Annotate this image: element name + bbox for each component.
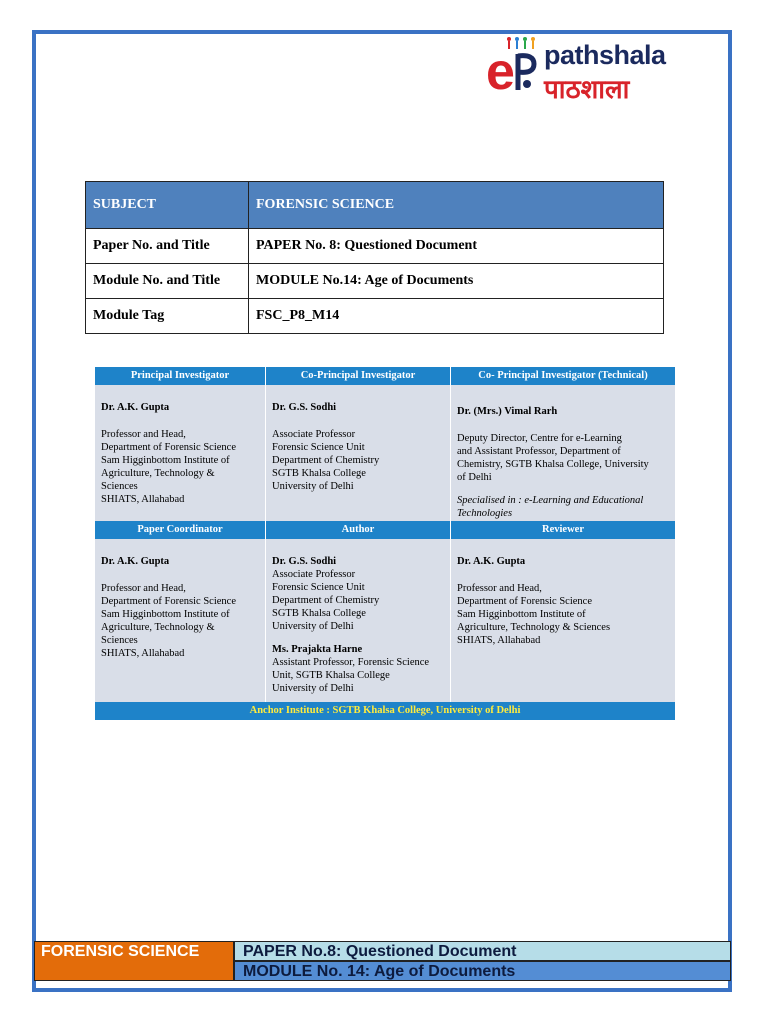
author-cell xyxy=(266,539,451,702)
pi-line: Professor and Head, xyxy=(101,429,186,440)
author-line: Associate Professor xyxy=(272,569,356,580)
author-line: University of Delhi xyxy=(272,621,354,632)
subject-table xyxy=(85,181,664,334)
header-paper-coordinator: Paper Coordinator xyxy=(95,521,266,539)
copi-line: Forensic Science Unit xyxy=(272,442,365,453)
coordinator-name: Dr. A.K. Gupta xyxy=(101,556,170,567)
paper-label: Paper No. and Title xyxy=(86,229,249,264)
author-line: SGTB Khalsa College xyxy=(272,608,366,619)
reviewer-line: Department of Forensic Science xyxy=(457,596,592,607)
reviewer-cell xyxy=(451,539,675,702)
author2-line: Unit, SGTB Khalsa College xyxy=(272,670,390,681)
logo-english-text: pathshala xyxy=(544,40,666,70)
module-tag-value: FSC_P8_M14 xyxy=(249,299,664,334)
author-line: Department of Chemistry xyxy=(272,595,380,606)
coordinator-line: Department of Forensic Science xyxy=(101,596,236,607)
copi-name: Dr. G.S. Sodhi xyxy=(272,402,337,413)
copi-line: SGTB Khalsa College xyxy=(272,468,366,479)
subject-label: SUBJECT xyxy=(86,182,249,229)
author-line: Forensic Science Unit xyxy=(272,582,365,593)
author2-line: University of Delhi xyxy=(272,683,354,694)
subject-value: FORENSIC SCIENCE xyxy=(249,182,664,229)
module-value: MODULE No.14: Age of Documents xyxy=(249,264,664,299)
footer-subject: FORENSIC SCIENCE xyxy=(34,941,234,981)
team-table xyxy=(95,367,675,720)
coordinator-line: SHIATS, Allahabad xyxy=(101,648,185,659)
copi-tech-line: Chemistry, SGTB Khalsa College, University xyxy=(457,459,649,470)
anchor-institute: Anchor Institute : SGTB Khalsa College, University of Delhi xyxy=(95,702,675,720)
reviewer-line: Professor and Head, xyxy=(457,583,542,594)
header-principal-investigator: Principal Investigator xyxy=(95,367,266,385)
table-row xyxy=(86,229,664,264)
author2-line: Assistant Professor, Forensic Science xyxy=(272,657,430,668)
copi-tech-name: Dr. (Mrs.) Vimal Rarh xyxy=(457,406,558,417)
paper-value: PAPER No. 8: Questioned Document xyxy=(249,229,664,264)
module-label: Module No. and Title xyxy=(86,264,249,299)
coordinator-cell xyxy=(95,539,266,702)
module-tag-label: Module Tag xyxy=(86,299,249,334)
table-row xyxy=(86,264,664,299)
footer-paper: PAPER No.8: Questioned Document xyxy=(234,941,731,961)
copi-tech-specialised: Specialised in : e-Learning and Educational xyxy=(457,495,644,506)
pi-line: Sam Higginbottom Institute of xyxy=(101,455,230,466)
header-reviewer: Reviewer xyxy=(451,521,675,539)
reviewer-name: Dr. A.K. Gupta xyxy=(457,556,526,567)
coordinator-line: Sciences xyxy=(101,635,138,646)
header-author: Author xyxy=(266,521,451,539)
coordinator-line: Professor and Head, xyxy=(101,583,186,594)
copi-tech-line: of Delhi xyxy=(457,472,492,483)
footer-module: MODULE No. 14: Age of Documents xyxy=(234,961,731,981)
copi-line: Associate Professor xyxy=(272,429,356,440)
header-co-principal-investigator: Co-Principal Investigator xyxy=(266,367,451,385)
table-row xyxy=(86,182,664,229)
reviewer-line: SHIATS, Allahabad xyxy=(457,635,541,646)
logo-p-mark xyxy=(514,50,538,94)
pi-cell xyxy=(95,385,266,521)
copi-line: University of Delhi xyxy=(272,481,354,492)
logo-hindi-text: पाठशाला xyxy=(544,75,630,105)
reviewer-line: Agriculture, Technology & Sciences xyxy=(457,622,611,633)
reviewer-line: Sam Higginbottom Institute of xyxy=(457,609,586,620)
coordinator-line: Agriculture, Technology & xyxy=(101,622,215,633)
copi-tech-line: Deputy Director, Centre for e-Learning xyxy=(457,433,622,444)
copi-cell xyxy=(266,385,451,521)
copi-line: Department of Chemistry xyxy=(272,455,380,466)
pi-line: SHIATS, Allahabad xyxy=(101,494,185,505)
epathshala-logo xyxy=(486,36,718,104)
author2-name: Ms. Prajakta Harne xyxy=(272,644,363,655)
header-co-pi-technical: Co- Principal Investigator (Technical) xyxy=(451,367,675,385)
copi-tech-specialised: Technologies xyxy=(457,508,513,519)
pi-name: Dr. A.K. Gupta xyxy=(101,402,170,413)
pi-line: Agriculture, Technology & xyxy=(101,468,215,479)
footer xyxy=(34,941,731,981)
pi-line: Department of Forensic Science xyxy=(101,442,236,453)
coordinator-line: Sam Higginbottom Institute of xyxy=(101,609,230,620)
copi-tech-line: and Assistant Professor, Department of xyxy=(457,446,621,457)
pi-line: Sciences xyxy=(101,481,138,492)
table-row xyxy=(86,299,664,334)
author-name: Dr. G.S. Sodhi xyxy=(272,556,337,567)
logo-e-letter: e xyxy=(486,43,515,101)
copi-tech-cell xyxy=(451,385,675,521)
